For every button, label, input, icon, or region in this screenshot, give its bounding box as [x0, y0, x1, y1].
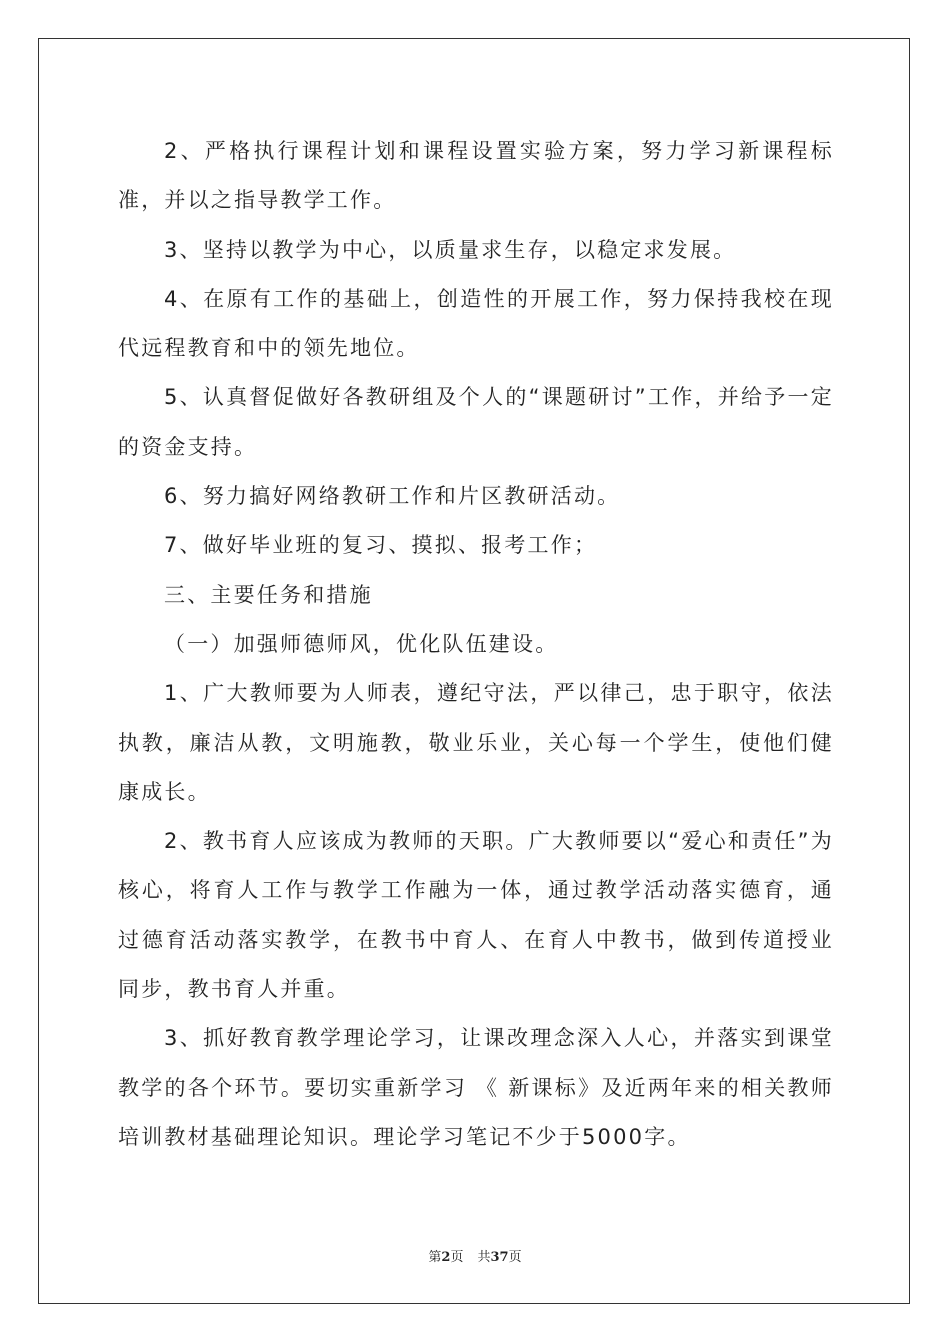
paragraph-4: 5、认真督促做好各教研组及个人的“课题研讨”工作，并给予一定的资金支持。	[118, 385, 834, 459]
page-prefix: 第	[428, 1250, 442, 1265]
subsection-heading: （一）加强师德师风，优化队伍建设。	[164, 631, 559, 656]
total-prefix: 共	[477, 1250, 491, 1265]
page-number: 2	[441, 1250, 451, 1265]
document-body	[118, 127, 834, 1162]
total-pages: 37	[490, 1250, 509, 1265]
total-suffix: 页	[508, 1250, 522, 1265]
paragraph-3: 4、在原有工作的基础上，创造性的开展工作，努力保持我校在现代远程教育和中的领先地位。	[118, 286, 834, 361]
page-footer	[0, 1246, 950, 1265]
paragraph-1: 2、严格执行课程计划和课程设置实验方案，努力学习新课程标准，并以之指导教学工作。	[118, 139, 834, 213]
section-heading: 三、主要任务和措施	[164, 582, 373, 607]
page-suffix: 页	[450, 1250, 464, 1265]
paragraph-7: 1、广大教师要为人师表，遵纪守法，严以律己，忠于职守，依法执教，廉洁从教，文明施教，敬业乐业，关心每一个学生，使他们健康成长。	[118, 681, 834, 804]
paragraph-9: 3、抓好教育教学理论学习，让课改理念深入人心，并落实到课堂教学的各个环节。要切实重新学习 《 新课标》及近两年来的相关教师培训教材基础理论知识。理论学习笔记不少于5000字。	[118, 1026, 834, 1149]
paragraph-8: 2、教书育人应该成为教师的天职。广大教师要以“爱心和责任”为核心，将育人工作与教学工作融为一体，通过教学活动落实德育，通过德育活动落实教学，在教书中育人、在育人中教书，做到传道授业同步，教书育人并重。	[118, 829, 834, 1002]
paragraph-2: 3、坚持以教学为中心，以质量求生存，以稳定求发展。	[164, 237, 737, 262]
paragraph-6: 7、做好毕业班的复习、摸拟、报考工作；	[164, 533, 598, 558]
paragraph-5: 6、努力搞好网络教研工作和片区教研活动。	[164, 484, 621, 509]
